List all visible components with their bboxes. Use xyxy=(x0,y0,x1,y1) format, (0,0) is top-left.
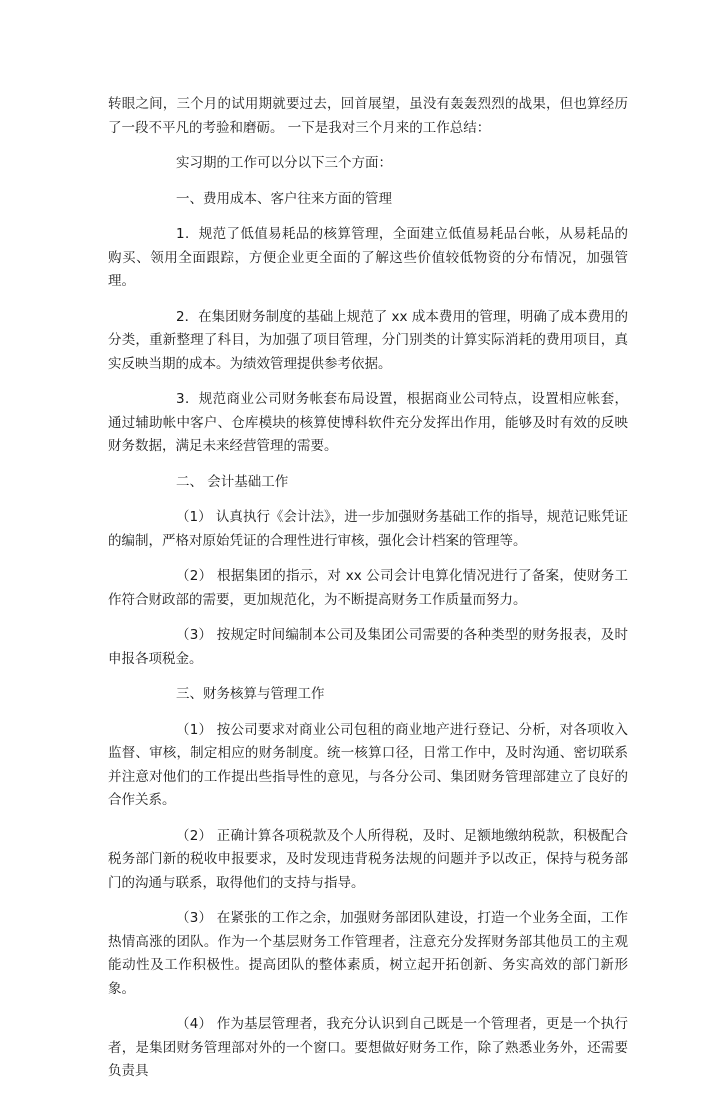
section1-item-3: 3．规范商业公司财务帐套布局设置，根据商业公司特点，设置相应帐套，通过辅助帐中客户、仓库模块的核算使博科软件充分发挥出作用，能够及时有效的反映财务数据，满足未来经营管理的需要。 xyxy=(108,391,628,454)
section3-item-1: （1） 按公司要求对商业公司包租的商业地产进行登记、分析，对各项收入监督、审核，制定相应的财务制度。统一核算口径，日常工作中，及时沟通、密切联系并注意对他们的工作提出些指导性的意见，与各分公司、集团财务管理部建立了良好的合作关系。 xyxy=(108,721,628,808)
section-heading-3: 三、财务核算与管理工作 xyxy=(176,686,325,702)
section-overview: 实习期的工作可以分以下三个方面： xyxy=(176,155,392,171)
section-heading-2: 二、 会计基础工作 xyxy=(176,473,289,490)
section2-item-2: （2） 根据集团的指示，对 xx 公司会计电算化情况进行了备案，使财务工作符合财政部的需要，更加规范化，为不断提高财务工作质量而努力。 xyxy=(108,568,628,608)
section1-item-2: 2．在集团财务制度的基础上规范了 xx 成本费用的管理，明确了成本费用的分类，重新整理了科目，为加强了项目管理，分门别类的计算实际消耗的费用项目，真实反映当期的成本。为绩效管理提供参考依据。 xyxy=(108,308,628,372)
section2-item-3: （3） 按规定时间编制本公司及集团公司需要的各种类型的财务报表，及时申报各项税金。 xyxy=(108,627,628,667)
intro-paragraph: 转眼之间，三个月的试用期就要过去，回首展望，虽没有轰轰烈烈的战果，但也算经历了一段不平凡的考验和磨砺。 一下是我对三个月来的工作总结： xyxy=(108,96,628,136)
section3-item-3: （3） 在紧张的工作之余，加强财务部团队建设，打造一个业务全面，工作热情高涨的团队。作为一个基层财务工作管理者，注意充分发挥财务部其他员工的主观能动性及工作积极性。提高团队的整体素质，树立起开拓创新、务实高效的部门新形象。 xyxy=(108,910,628,997)
section2-item-1: （1） 认真执行《会计法》，进一步加强财务基础工作的指导，规范记账凭证的编制，严格对原始凭证的合理性进行审核，强化会计档案的管理等。 xyxy=(108,509,628,549)
section3-item-2: （2） 正确计算各项税款及个人所得税，及时、足额地缴纳税款，积极配合税务部门新的税收申报要求，及时发现违背税务法规的问题并予以改正，保持与税务部门的沟通与联系，取得他们的支持与指导。 xyxy=(108,827,628,891)
section-heading-1: 一、费用成本、客户往来方面的管理 xyxy=(176,190,392,207)
document-page xyxy=(108,93,628,1096)
section1-item-1: 1．规范了低值易耗品的核算管理，全面建立低值易耗品台帐，从易耗品的购买、领用全面跟踪，方便企业更全面的了解这些价值较低物资的分布情况，加强管理。 xyxy=(108,226,628,289)
section3-item-4: （4） 作为基层管理者，我充分认识到自己既是一个管理者，更是一个执行者，是集团财务管理部对外的一个窗口。要想做好财务工作，除了熟悉业务外，还需要负责具 xyxy=(108,1016,628,1079)
